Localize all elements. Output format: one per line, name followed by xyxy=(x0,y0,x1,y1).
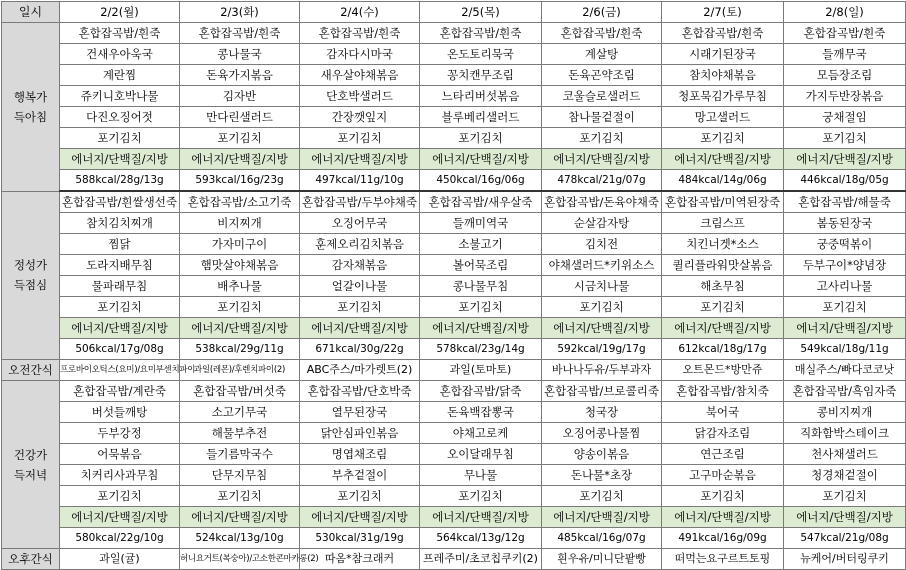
snack-item: 프레주미/초코칩쿠키(2) xyxy=(420,549,542,570)
nutrition-value: 506kcal/17g/08g xyxy=(60,339,180,360)
nutrition-value: 524kcal/13g/10g xyxy=(180,528,300,549)
dinner-nutrition-label-row xyxy=(2,507,906,528)
date-header: 2/7(토) xyxy=(662,2,784,23)
snack-item: 바나나두유/두부과자 xyxy=(542,360,662,381)
dinner-menu-row xyxy=(2,486,906,507)
nutrition-label: 에너지/단백질/지방 xyxy=(542,149,662,170)
menu-item: 콩나물국 xyxy=(180,44,300,65)
snack-item: 프로바이오틱스(요미)/요미부센치파이 xyxy=(60,360,180,381)
nutrition-label: 에너지/단백질/지방 xyxy=(180,149,300,170)
menu-item: 배추나물 xyxy=(180,276,300,297)
menu-item: 혼합잡곡밥/버섯죽 xyxy=(180,381,300,402)
nutrition-label: 에너지/단백질/지방 xyxy=(60,149,180,170)
dinner-menu-row xyxy=(2,381,906,402)
menu-item: 봄동된장국 xyxy=(784,213,906,234)
menu-item: 햄맛살야채볶음 xyxy=(180,255,300,276)
pm_snack-label: 오후간식 xyxy=(2,549,60,570)
menu-item: 오징어콩나물찜 xyxy=(542,423,662,444)
menu-item: 양송이볶음 xyxy=(542,444,662,465)
nutrition-label: 에너지/단백질/지방 xyxy=(784,318,906,339)
menu-item: 퀼리플라워맛살볶음 xyxy=(662,255,784,276)
menu-item: 혼합잡곡밥/새우살죽 xyxy=(420,191,542,213)
menu-item: 포기김치 xyxy=(662,486,784,507)
breakfast-menu-row xyxy=(2,107,906,128)
menu-item: 코울슬로샐러드 xyxy=(542,86,662,107)
weekly-menu-table xyxy=(1,1,906,570)
am_snack-label: 오전간식 xyxy=(2,360,60,381)
nutrition-value: 549kcal/18g/11g xyxy=(784,339,906,360)
menu-item: 혼합잡곡밥/단호박죽 xyxy=(300,381,420,402)
menu-item: 명엽채조림 xyxy=(300,444,420,465)
snack-item: 과일(귤) xyxy=(60,549,180,570)
menu-item: 열무된장국 xyxy=(300,402,420,423)
menu-item: 청국장 xyxy=(542,402,662,423)
menu-item: 소고기무국 xyxy=(180,402,300,423)
nutrition-value: 612kcal/18g/17g xyxy=(662,339,784,360)
menu-item: 돈육곤약조림 xyxy=(542,65,662,86)
menu-item: 혼합잡곡밥/흰죽 xyxy=(784,23,906,44)
menu-item: 찜닭 xyxy=(60,234,180,255)
menu-item: 간장깻잎지 xyxy=(300,107,420,128)
menu-item: 새우살야채볶음 xyxy=(300,65,420,86)
lunch-menu-row xyxy=(2,297,906,318)
lunch-meal-label xyxy=(2,191,60,360)
header-row xyxy=(2,2,906,23)
nutrition-value: 497kcal/11g/10g xyxy=(300,170,420,192)
lunch-menu-row xyxy=(2,213,906,234)
nutrition-label: 에너지/단백질/지방 xyxy=(180,507,300,528)
nutrition-label: 에너지/단백질/지방 xyxy=(542,318,662,339)
date-header: 2/3(화) xyxy=(180,2,300,23)
menu-item: 북어국 xyxy=(662,402,784,423)
menu-item: 혼합잡곡밥/흰죽 xyxy=(180,23,300,44)
menu-item: 건새우아욱국 xyxy=(60,44,180,65)
nutrition-value: 547kcal/21g/08g xyxy=(784,528,906,549)
breakfast-nutrition-value-row xyxy=(2,170,906,192)
menu-item: 혼합잡곡밥/흰죽 xyxy=(542,23,662,44)
menu-item: 야채샐러드*키위소스 xyxy=(542,255,662,276)
pm_snack-row xyxy=(2,549,906,570)
lunch-menu-row xyxy=(2,234,906,255)
nutrition-label: 에너지/단백질/지방 xyxy=(420,507,542,528)
dinner-meal-label xyxy=(2,381,60,549)
menu-item: 꽁치캔무조림 xyxy=(420,65,542,86)
menu-item: 크림스프 xyxy=(662,213,784,234)
lunch-nutrition-label-row xyxy=(2,318,906,339)
snack-item: 따옴*참크래커 xyxy=(300,549,420,570)
nutrition-label: 에너지/단백질/지방 xyxy=(662,507,784,528)
snack-item: ABC주스/마가렛트(2) xyxy=(300,360,420,381)
menu-item: 포기김치 xyxy=(300,297,420,318)
menu-item: 포기김치 xyxy=(784,297,906,318)
menu-item: 망고샐러드 xyxy=(662,107,784,128)
nutrition-value: 485kcal/16g/07g xyxy=(542,528,662,549)
menu-item: 두부강정 xyxy=(60,423,180,444)
nutrition-label: 에너지/단백질/지방 xyxy=(180,318,300,339)
snack-item: 매실주스/빠다코코낫 xyxy=(784,360,906,381)
menu-item: 닭감자조림 xyxy=(662,423,784,444)
nutrition-value: 538kcal/29g/11g xyxy=(180,339,300,360)
menu-item: 도라지배무침 xyxy=(60,255,180,276)
menu-item: 들깨무국 xyxy=(784,44,906,65)
menu-item: 참치김치찌개 xyxy=(60,213,180,234)
menu-item: 혼합잡곡밥/해물죽 xyxy=(784,191,906,213)
menu-item: 돈나물*초장 xyxy=(542,465,662,486)
date-header: 2/8(일) xyxy=(784,2,906,23)
menu-item: 오징어무국 xyxy=(300,213,420,234)
nutrition-value: 478kcal/21g/07g xyxy=(542,170,662,192)
menu-item: 해초무침 xyxy=(662,276,784,297)
menu-item: 고사리나물 xyxy=(784,276,906,297)
nutrition-label: 에너지/단백질/지방 xyxy=(300,507,420,528)
menu-item: 얼갈이나물 xyxy=(300,276,420,297)
am_snack-row xyxy=(2,360,906,381)
lunch-menu-row xyxy=(2,255,906,276)
lunch-nutrition-value-row xyxy=(2,339,906,360)
date-header: 2/2(월) xyxy=(60,2,180,23)
nutrition-label: 에너지/단백질/지방 xyxy=(420,318,542,339)
menu-item: 혼합잡곡밥/흰죽 xyxy=(60,23,180,44)
menu-item: 포기김치 xyxy=(300,486,420,507)
menu-item: 청포묵김가루무침 xyxy=(662,86,784,107)
menu-item: 콩비지찌개 xyxy=(784,402,906,423)
date-header: 2/4(수) xyxy=(300,2,420,23)
nutrition-value: 450kcal/16g/06g xyxy=(420,170,542,192)
menu-item: 포기김치 xyxy=(180,297,300,318)
menu-item: 포기김치 xyxy=(784,128,906,149)
nutrition-value: 564kcal/13g/12g xyxy=(420,528,542,549)
menu-item: 모듬장조림 xyxy=(784,65,906,86)
menu-item: 돈육가지볶음 xyxy=(180,65,300,86)
menu-item: 가자미구이 xyxy=(180,234,300,255)
nutrition-label: 에너지/단백질/지방 xyxy=(300,318,420,339)
menu-item: 감자채볶음 xyxy=(300,255,420,276)
menu-item: 포기김치 xyxy=(784,486,906,507)
menu-item: 궁중떡볶이 xyxy=(784,234,906,255)
menu-item: 참치야채볶음 xyxy=(662,65,784,86)
nutrition-label: 에너지/단백질/지방 xyxy=(300,149,420,170)
date-header: 2/6(금) xyxy=(542,2,662,23)
nutrition-value: 530kcal/31g/19g xyxy=(300,528,420,549)
menu-item: 연근조림 xyxy=(662,444,784,465)
menu-item: 혼합잡곡밥/소고기죽 xyxy=(180,191,300,213)
nutrition-label: 에너지/단백질/지방 xyxy=(420,149,542,170)
nutrition-value: 580kcal/22g/10g xyxy=(60,528,180,549)
dinner-menu-row xyxy=(2,402,906,423)
menu-item: 혼합잡곡밥/계란죽 xyxy=(60,381,180,402)
nutrition-value: 588kcal/28g/13g xyxy=(60,170,180,192)
menu-item: 시래기된장국 xyxy=(662,44,784,65)
snack-item: 뉴케어/버터링쿠키 xyxy=(784,549,906,570)
menu-item: 비지찌개 xyxy=(180,213,300,234)
menu-item: 느타리버섯볶음 xyxy=(420,86,542,107)
menu-item: 혼합잡곡밥/브로콜리죽 xyxy=(542,381,662,402)
menu-item: 두부구이*양념장 xyxy=(784,255,906,276)
menu-item: 닭안심파인볶음 xyxy=(300,423,420,444)
menu-item: 포기김치 xyxy=(60,297,180,318)
menu-item: 블루베리샐러드 xyxy=(420,107,542,128)
dinner-menu-row xyxy=(2,465,906,486)
snack-item: 떠먹는요구르트토핑 xyxy=(662,549,784,570)
snack-item: 과일(레몬)/후렌치파이(2) xyxy=(180,360,300,381)
snack-item: 오트몬드*방만쥬 xyxy=(662,360,784,381)
menu-item: 볼어묵조림 xyxy=(420,255,542,276)
menu-item: 포기김치 xyxy=(180,128,300,149)
breakfast-menu-row xyxy=(2,65,906,86)
menu-item: 쥬키니호박나물 xyxy=(60,86,180,107)
menu-item: 포기김치 xyxy=(420,128,542,149)
breakfast-menu-row xyxy=(2,23,906,44)
menu-item: 김자반 xyxy=(180,86,300,107)
menu-item: 가지두반장볶음 xyxy=(784,86,906,107)
menu-item: 치킨너겟*소스 xyxy=(662,234,784,255)
nutrition-label: 에너지/단백질/지방 xyxy=(542,507,662,528)
menu-item: 온도토리묵국 xyxy=(420,44,542,65)
menu-item: 훈제오리김치볶음 xyxy=(300,234,420,255)
menu-item: 물파래무침 xyxy=(60,276,180,297)
menu-item: 혼합잡곡밥/두부야채죽 xyxy=(300,191,420,213)
menu-item: 포기김치 xyxy=(420,297,542,318)
nutrition-label: 에너지/단백질/지방 xyxy=(60,318,180,339)
nutrition-label: 에너지/단백질/지방 xyxy=(784,149,906,170)
menu-item: 계살탕 xyxy=(542,44,662,65)
menu-item: 포기김치 xyxy=(662,297,784,318)
menu-item: 청경채겉절이 xyxy=(784,465,906,486)
menu-item: 혼합잡곡밥/돈육야채죽 xyxy=(542,191,662,213)
lunch-menu-row xyxy=(2,276,906,297)
menu-item: 들기름막국수 xyxy=(180,444,300,465)
breakfast-meal-label xyxy=(2,23,60,192)
menu-item: 단호박샐러드 xyxy=(300,86,420,107)
lunch-meal-label-text: 정성가득점심 xyxy=(13,258,48,293)
snack-item: 과일(토마토) xyxy=(420,360,542,381)
menu-item: 오이달래무침 xyxy=(420,444,542,465)
menu-item: 포기김치 xyxy=(542,486,662,507)
menu-item: 어묵볶음 xyxy=(60,444,180,465)
menu-item: 감자다시마국 xyxy=(300,44,420,65)
nutrition-label: 에너지/단백질/지방 xyxy=(784,507,906,528)
nutrition-value: 491kcal/16g/09g xyxy=(662,528,784,549)
menu-item: 천사채샐러드 xyxy=(784,444,906,465)
menu-item: 혼합잡곡밥/흑임자죽 xyxy=(784,381,906,402)
menu-item: 혼합잡곡밥/참치죽 xyxy=(662,381,784,402)
menu-item: 콩나물무침 xyxy=(420,276,542,297)
menu-item: 포기김치 xyxy=(180,486,300,507)
menu-item: 직화함박스테이크 xyxy=(784,423,906,444)
menu-item: 포기김치 xyxy=(542,128,662,149)
menu-item: 치커리사과무침 xyxy=(60,465,180,486)
nutrition-value: 578kcal/23g/14g xyxy=(420,339,542,360)
menu-item: 혼합잡곡밥/미역된장죽 xyxy=(662,191,784,213)
nutrition-label: 에너지/단백질/지방 xyxy=(662,149,784,170)
menu-item: 무나물 xyxy=(420,465,542,486)
menu-item: 단무지무침 xyxy=(180,465,300,486)
menu-item: 참나물겉절이 xyxy=(542,107,662,128)
menu-item: 혼합잡곡밥/흰죽 xyxy=(300,23,420,44)
menu-item: 계란찜 xyxy=(60,65,180,86)
nutrition-label: 에너지/단백질/지방 xyxy=(662,318,784,339)
dinner-menu-row xyxy=(2,423,906,444)
menu-item: 시금치나물 xyxy=(542,276,662,297)
menu-item: 혼합잡곡밥/흰쌀생선죽 xyxy=(60,191,180,213)
menu-item: 버섯들깨탕 xyxy=(60,402,180,423)
dinner-nutrition-value-row xyxy=(2,528,906,549)
date-corner-label: 일시 xyxy=(2,2,60,23)
menu-item: 해물부추전 xyxy=(180,423,300,444)
menu-item: 야채고로케 xyxy=(420,423,542,444)
breakfast-nutrition-label-row xyxy=(2,149,906,170)
nutrition-value: 484kcal/14g/06g xyxy=(662,170,784,192)
snack-item: 허니요거트(복숭아)/고소한콘마카롱(2) xyxy=(180,549,300,570)
menu-item: 포기김치 xyxy=(300,128,420,149)
menu-item: 포기김치 xyxy=(542,297,662,318)
menu-item: 혼합잡곡밥/닭죽 xyxy=(420,381,542,402)
breakfast-menu-row xyxy=(2,128,906,149)
dinner-meal-label-text: 건강가득저녁 xyxy=(13,447,48,482)
breakfast-meal-label-text: 행복가득아침 xyxy=(13,89,48,124)
lunch-menu-row xyxy=(2,191,906,213)
menu-item: 포기김치 xyxy=(60,486,180,507)
menu-item: 돈육백잡뽕국 xyxy=(420,402,542,423)
dinner-menu-row xyxy=(2,444,906,465)
menu-item: 소불고기 xyxy=(420,234,542,255)
menu-item: 만다린샐러드 xyxy=(180,107,300,128)
menu-item: 다진오징어젓 xyxy=(60,107,180,128)
menu-item: 김치전 xyxy=(542,234,662,255)
breakfast-menu-row xyxy=(2,44,906,65)
nutrition-value: 446kcal/18g/05g xyxy=(784,170,906,192)
menu-item: 부추겉절이 xyxy=(300,465,420,486)
nutrition-value: 593kcal/16g/23g xyxy=(180,170,300,192)
menu-item: 혼합잡곡밥/흰죽 xyxy=(420,23,542,44)
menu-item: 포기김치 xyxy=(420,486,542,507)
snack-item: 흰우유/미니단팥빵 xyxy=(542,549,662,570)
nutrition-value: 592kcal/19g/17g xyxy=(542,339,662,360)
menu-item: 혼합잡곡밥/흰죽 xyxy=(662,23,784,44)
menu-item: 궁채절임 xyxy=(784,107,906,128)
menu-item: 들깨미역국 xyxy=(420,213,542,234)
menu-item: 고구마순볶음 xyxy=(662,465,784,486)
menu-item: 포기김치 xyxy=(662,128,784,149)
nutrition-value: 671kcal/30g/22g xyxy=(300,339,420,360)
menu-item: 포기김치 xyxy=(60,128,180,149)
date-header: 2/5(목) xyxy=(420,2,542,23)
nutrition-label: 에너지/단백질/지방 xyxy=(60,507,180,528)
menu-item: 순살감자탕 xyxy=(542,213,662,234)
breakfast-menu-row xyxy=(2,86,906,107)
